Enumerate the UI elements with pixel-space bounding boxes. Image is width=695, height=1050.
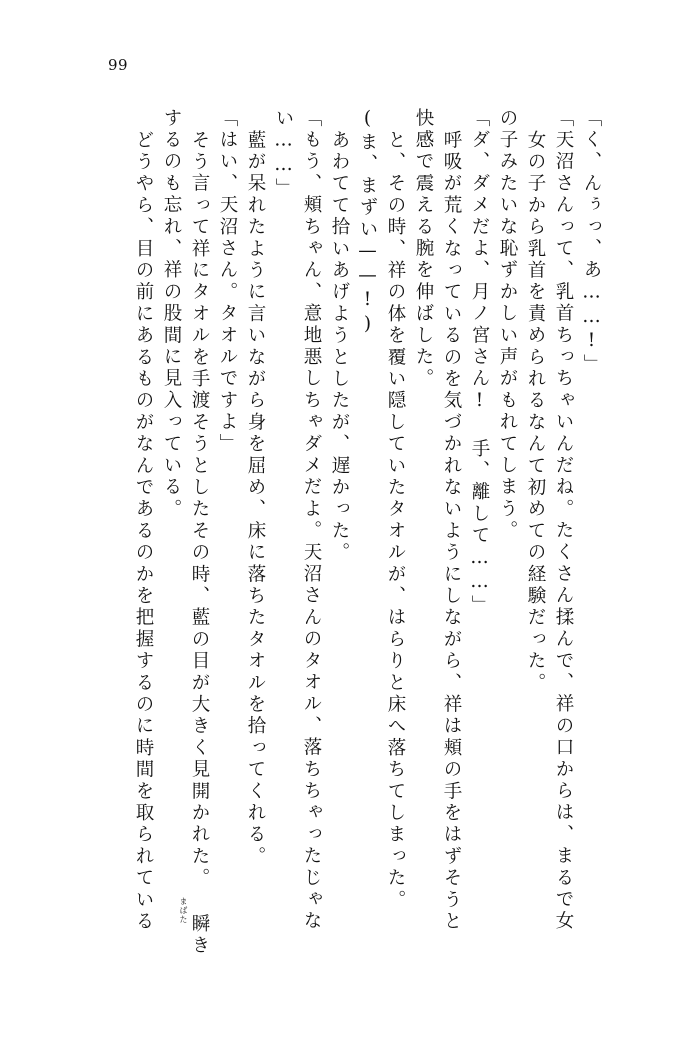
text-line: 快感で震える腕を伸ばした。 bbox=[413, 108, 434, 391]
ruby-annotation: まばた bbox=[179, 897, 188, 924]
text-line: (ま、まずい——!) bbox=[357, 108, 378, 338]
text-line: 「はい、天沼さん。タオルですよ」 bbox=[217, 108, 238, 456]
text-line: 「もう、頬ちゃん、意地悪しちゃダメだよ。天沼さんのタオル、落ちちゃったじゃな bbox=[301, 108, 322, 933]
text-line: するのも忘れ、祥の股間に見入っている。 bbox=[161, 108, 182, 521]
text-line: い……」 bbox=[273, 108, 294, 200]
page-number: 99 bbox=[108, 56, 129, 74]
text-line: 「く、んぅっ、あ……!」 bbox=[581, 108, 602, 376]
text-line: 「天沼さんって、乳首ちっちゃいんだね。たくさん揉んで、祥の口からは、まるで女 bbox=[553, 108, 574, 933]
text-line: そう言って祥にタオルを手渡そうとしたその時、藍の目が大きく見開かれた。 瞬き bbox=[189, 130, 210, 958]
vertical-text-block bbox=[104, 108, 600, 970]
text-line: の子みたいな恥ずかしい声がもれてしまう。 bbox=[497, 108, 518, 542]
text-line: 「ダ、ダメだよ、月ノ宮さん! 手、離して……」 bbox=[469, 108, 490, 618]
text-line: 女の子から乳首を責められるなんて初めての経験だった。 bbox=[525, 130, 546, 695]
text-line: 呼吸が荒くなっているのを気づかれないようにしながら、祥は頬の手をはずそうと bbox=[441, 130, 462, 933]
text-line: あわてて拾いあげようとしたが、遅かった。 bbox=[329, 130, 350, 564]
text-line: どうやら、目の前にあるものがなんであるのかを把握するのに時間を取られている bbox=[133, 130, 154, 933]
text-line: と、その時、祥の体を覆い隠していたタオルが、はらりと床へ落ちてしまった。 bbox=[385, 130, 406, 912]
text-line: 藍が呆れたように言いながら身を屈め、床に落ちたタオルを拾ってくれる。 bbox=[245, 130, 266, 868]
